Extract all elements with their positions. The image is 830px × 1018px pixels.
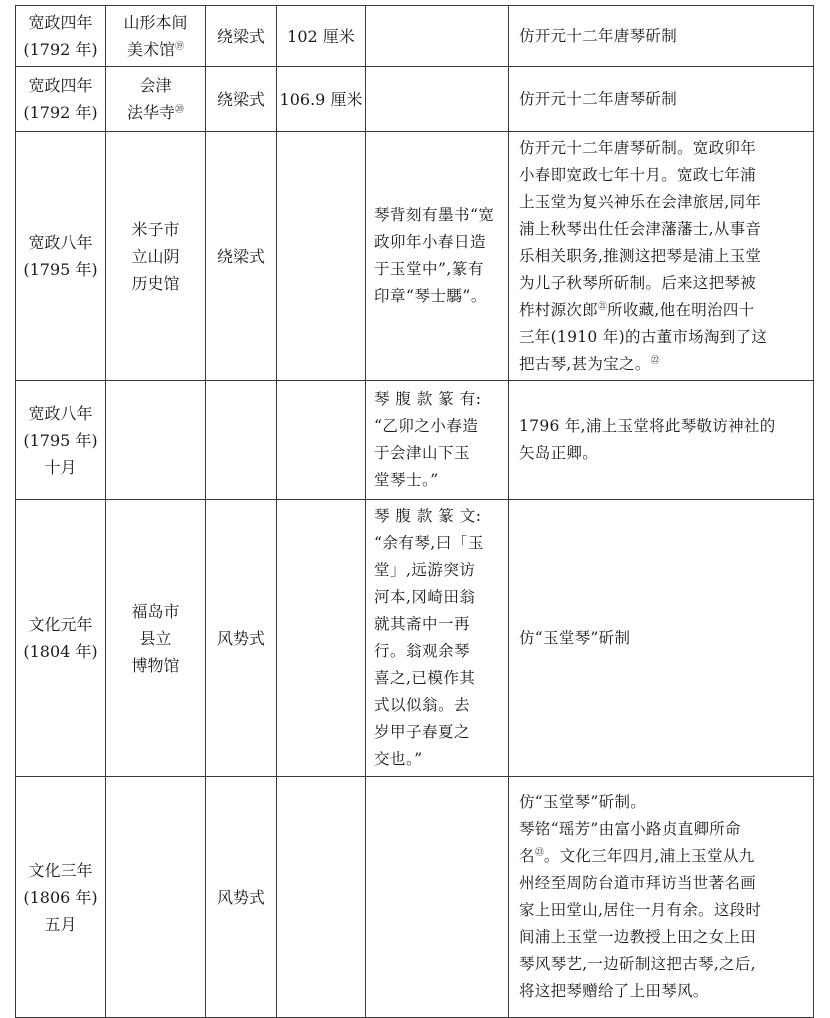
inscription-cell — [366, 381, 509, 500]
inscription-line: 琴背刻有墨书“宽 — [374, 206, 495, 224]
note-line: 所收藏,他在明治四十 — [607, 300, 755, 319]
date-line: (1795 年) — [23, 430, 98, 450]
note-cell — [509, 381, 814, 500]
inscription-line: “乙卯之小春造 — [374, 417, 479, 435]
date-line: (1792 年) — [23, 103, 98, 122]
note-line: 三年(1910 年)的古董市场淘到了这 — [519, 327, 768, 346]
inscription-cell — [366, 132, 509, 381]
date-cell — [16, 67, 106, 132]
note-line: 乐相关职务,推测这把琴是浦上玉堂 — [519, 246, 762, 265]
owner-line: 历史馆 — [131, 273, 180, 293]
date-line: 文化三年 — [28, 860, 93, 880]
date-cell — [16, 777, 106, 1018]
inscription-line: 喜之,已模作其 — [374, 669, 476, 687]
date-cell — [16, 381, 106, 500]
inscription-line: “余有琴,曰「玉 — [374, 534, 484, 552]
table-row — [16, 500, 814, 777]
note-line: 将这把琴赠给了上田琴风。 — [519, 982, 709, 1000]
type-cell: 绕梁式 — [206, 132, 277, 381]
owner-cell — [106, 500, 206, 777]
note-line: 柞村源次郎 — [519, 300, 599, 319]
inscription-line: 式以似翁。去 — [374, 696, 471, 714]
date-line: (1804 年) — [23, 642, 98, 661]
date-line: 文化元年 — [28, 615, 93, 634]
footnote-marker: ㉑ — [598, 301, 608, 312]
note-line: 琴铭“瑶芳”由富小路贞直卿所命 — [519, 820, 741, 838]
inscription-line: 于会津山下玉 — [374, 444, 471, 462]
note-line: 仿开元十二年唐琴斫制 — [519, 26, 678, 45]
inscription-line: 印章“琴士騳”。 — [374, 287, 487, 305]
owner-line: 法华寺 — [126, 103, 175, 122]
length-cell: 106.9 厘米 — [277, 67, 366, 132]
inscription-cell — [366, 500, 509, 777]
note-line: 仿“玉堂琴”斫制 — [519, 628, 631, 647]
type-cell: 绕梁式 — [206, 67, 277, 132]
note-line: 1796 年,浦上玉堂将此琴敬访神社的 — [519, 417, 776, 435]
note-cell — [509, 6, 814, 67]
note-cell — [509, 67, 814, 132]
inscription-line: 河本,冈崎田翁 — [374, 588, 476, 606]
length-cell — [277, 132, 366, 381]
table-row — [16, 67, 814, 132]
note-line: 浦上秋琴出仕任会津藩藩士,从事音 — [519, 219, 762, 238]
qin-catalog-table — [15, 5, 814, 1018]
owner-line: 山形本间 — [123, 13, 188, 32]
owner-cell — [106, 6, 206, 67]
inscription-line: 政卯年小春日造 — [374, 233, 487, 251]
owner-line: 博物馆 — [131, 655, 180, 675]
note-line: 把古琴,甚为宝之。 — [519, 354, 651, 373]
owner-line: 县立 — [139, 628, 172, 648]
inscription-line: 就其斋中一再 — [374, 615, 471, 633]
footnote-marker: ⑳ — [175, 105, 185, 115]
length-cell — [277, 381, 366, 500]
footnote-marker: ㉒ — [650, 355, 660, 366]
date-line: 十月 — [44, 457, 77, 477]
table-row — [16, 381, 814, 500]
inscription-line: 于玉堂中”,篆有 — [374, 260, 484, 278]
length-cell: 102 厘米 — [277, 6, 366, 67]
owner-line: 米子市 — [131, 219, 180, 239]
footnote-marker: ㉓ — [534, 848, 544, 858]
inscription-line: 琴 腹 款 篆 有: — [374, 390, 482, 408]
inscription-line: 行。翁观余琴 — [374, 642, 471, 660]
date-cell — [16, 6, 106, 67]
note-line: 间浦上玉堂一边教授上田之女上田 — [519, 928, 757, 946]
date-line: (1792 年) — [23, 40, 98, 59]
length-cell — [277, 500, 366, 777]
table-row — [16, 777, 814, 1018]
owner-cell — [106, 777, 206, 1018]
note-line: 名 — [519, 847, 535, 865]
owner-line: 会津 — [139, 76, 172, 95]
note-line: 上玉堂为复兴神乐在会津旅居,同年 — [519, 192, 762, 211]
note-line: 仿“玉堂琴”斫制。 — [519, 793, 647, 811]
type-cell — [206, 381, 277, 500]
inscription-cell — [366, 777, 509, 1018]
type-cell: 风势式 — [206, 777, 277, 1018]
owner-cell — [106, 67, 206, 132]
inscription-line: 堂」,远游突访 — [374, 561, 476, 579]
note-cell — [509, 777, 814, 1018]
date-line: 宽政八年 — [28, 233, 93, 252]
date-line: (1795 年) — [23, 260, 98, 279]
note-line: 仿开元十二年唐琴斫制 — [519, 89, 678, 108]
owner-cell — [106, 132, 206, 381]
inscription-line: 岁甲子春夏之 — [374, 723, 471, 741]
note-cell — [509, 500, 814, 777]
inscription-line: 琴 腹 款 篆 文: — [374, 507, 482, 525]
inscription-cell — [366, 67, 509, 132]
note-line: 矢岛正卿。 — [519, 444, 599, 462]
table-row — [16, 132, 814, 381]
note-line: 家上田堂山,居住一月有余。这段时 — [519, 901, 762, 919]
date-line: 宽政四年 — [28, 13, 93, 32]
inscription-line: 堂琴士。” — [374, 471, 439, 489]
note-line: 为儿子秋琴所斫制。后来这把琴被 — [519, 273, 757, 292]
owner-line: 福岛市 — [131, 601, 180, 621]
owner-line: 美术馆 — [126, 40, 175, 59]
note-line: 琴风琴艺,一边斫制这把古琴,之后, — [519, 955, 756, 973]
length-cell — [277, 777, 366, 1018]
type-cell: 绕梁式 — [206, 6, 277, 67]
date-line: 五月 — [44, 914, 77, 934]
type-cell: 风势式 — [206, 500, 277, 777]
table-row — [16, 6, 814, 67]
date-line: 宽政四年 — [28, 76, 93, 95]
note-cell — [509, 132, 814, 381]
note-line: 州经至周防台道市拜访当世著名画 — [519, 874, 757, 892]
inscription-cell — [366, 6, 509, 67]
note-line: 。文化三年四月,浦上玉堂从九 — [543, 847, 755, 865]
date-cell — [16, 132, 106, 381]
owner-line: 立山阴 — [131, 246, 180, 266]
date-line: 宽政八年 — [28, 403, 93, 423]
date-line: (1806 年) — [23, 887, 98, 907]
footnote-marker: ⑲ — [175, 42, 185, 52]
date-cell — [16, 500, 106, 777]
note-line: 仿开元十二年唐琴斫制。宽政卯年 — [519, 138, 757, 157]
note-line: 小春即宽政七年十月。宽政七年浦 — [519, 165, 757, 184]
owner-cell — [106, 381, 206, 500]
inscription-line: 交也。” — [374, 750, 423, 768]
